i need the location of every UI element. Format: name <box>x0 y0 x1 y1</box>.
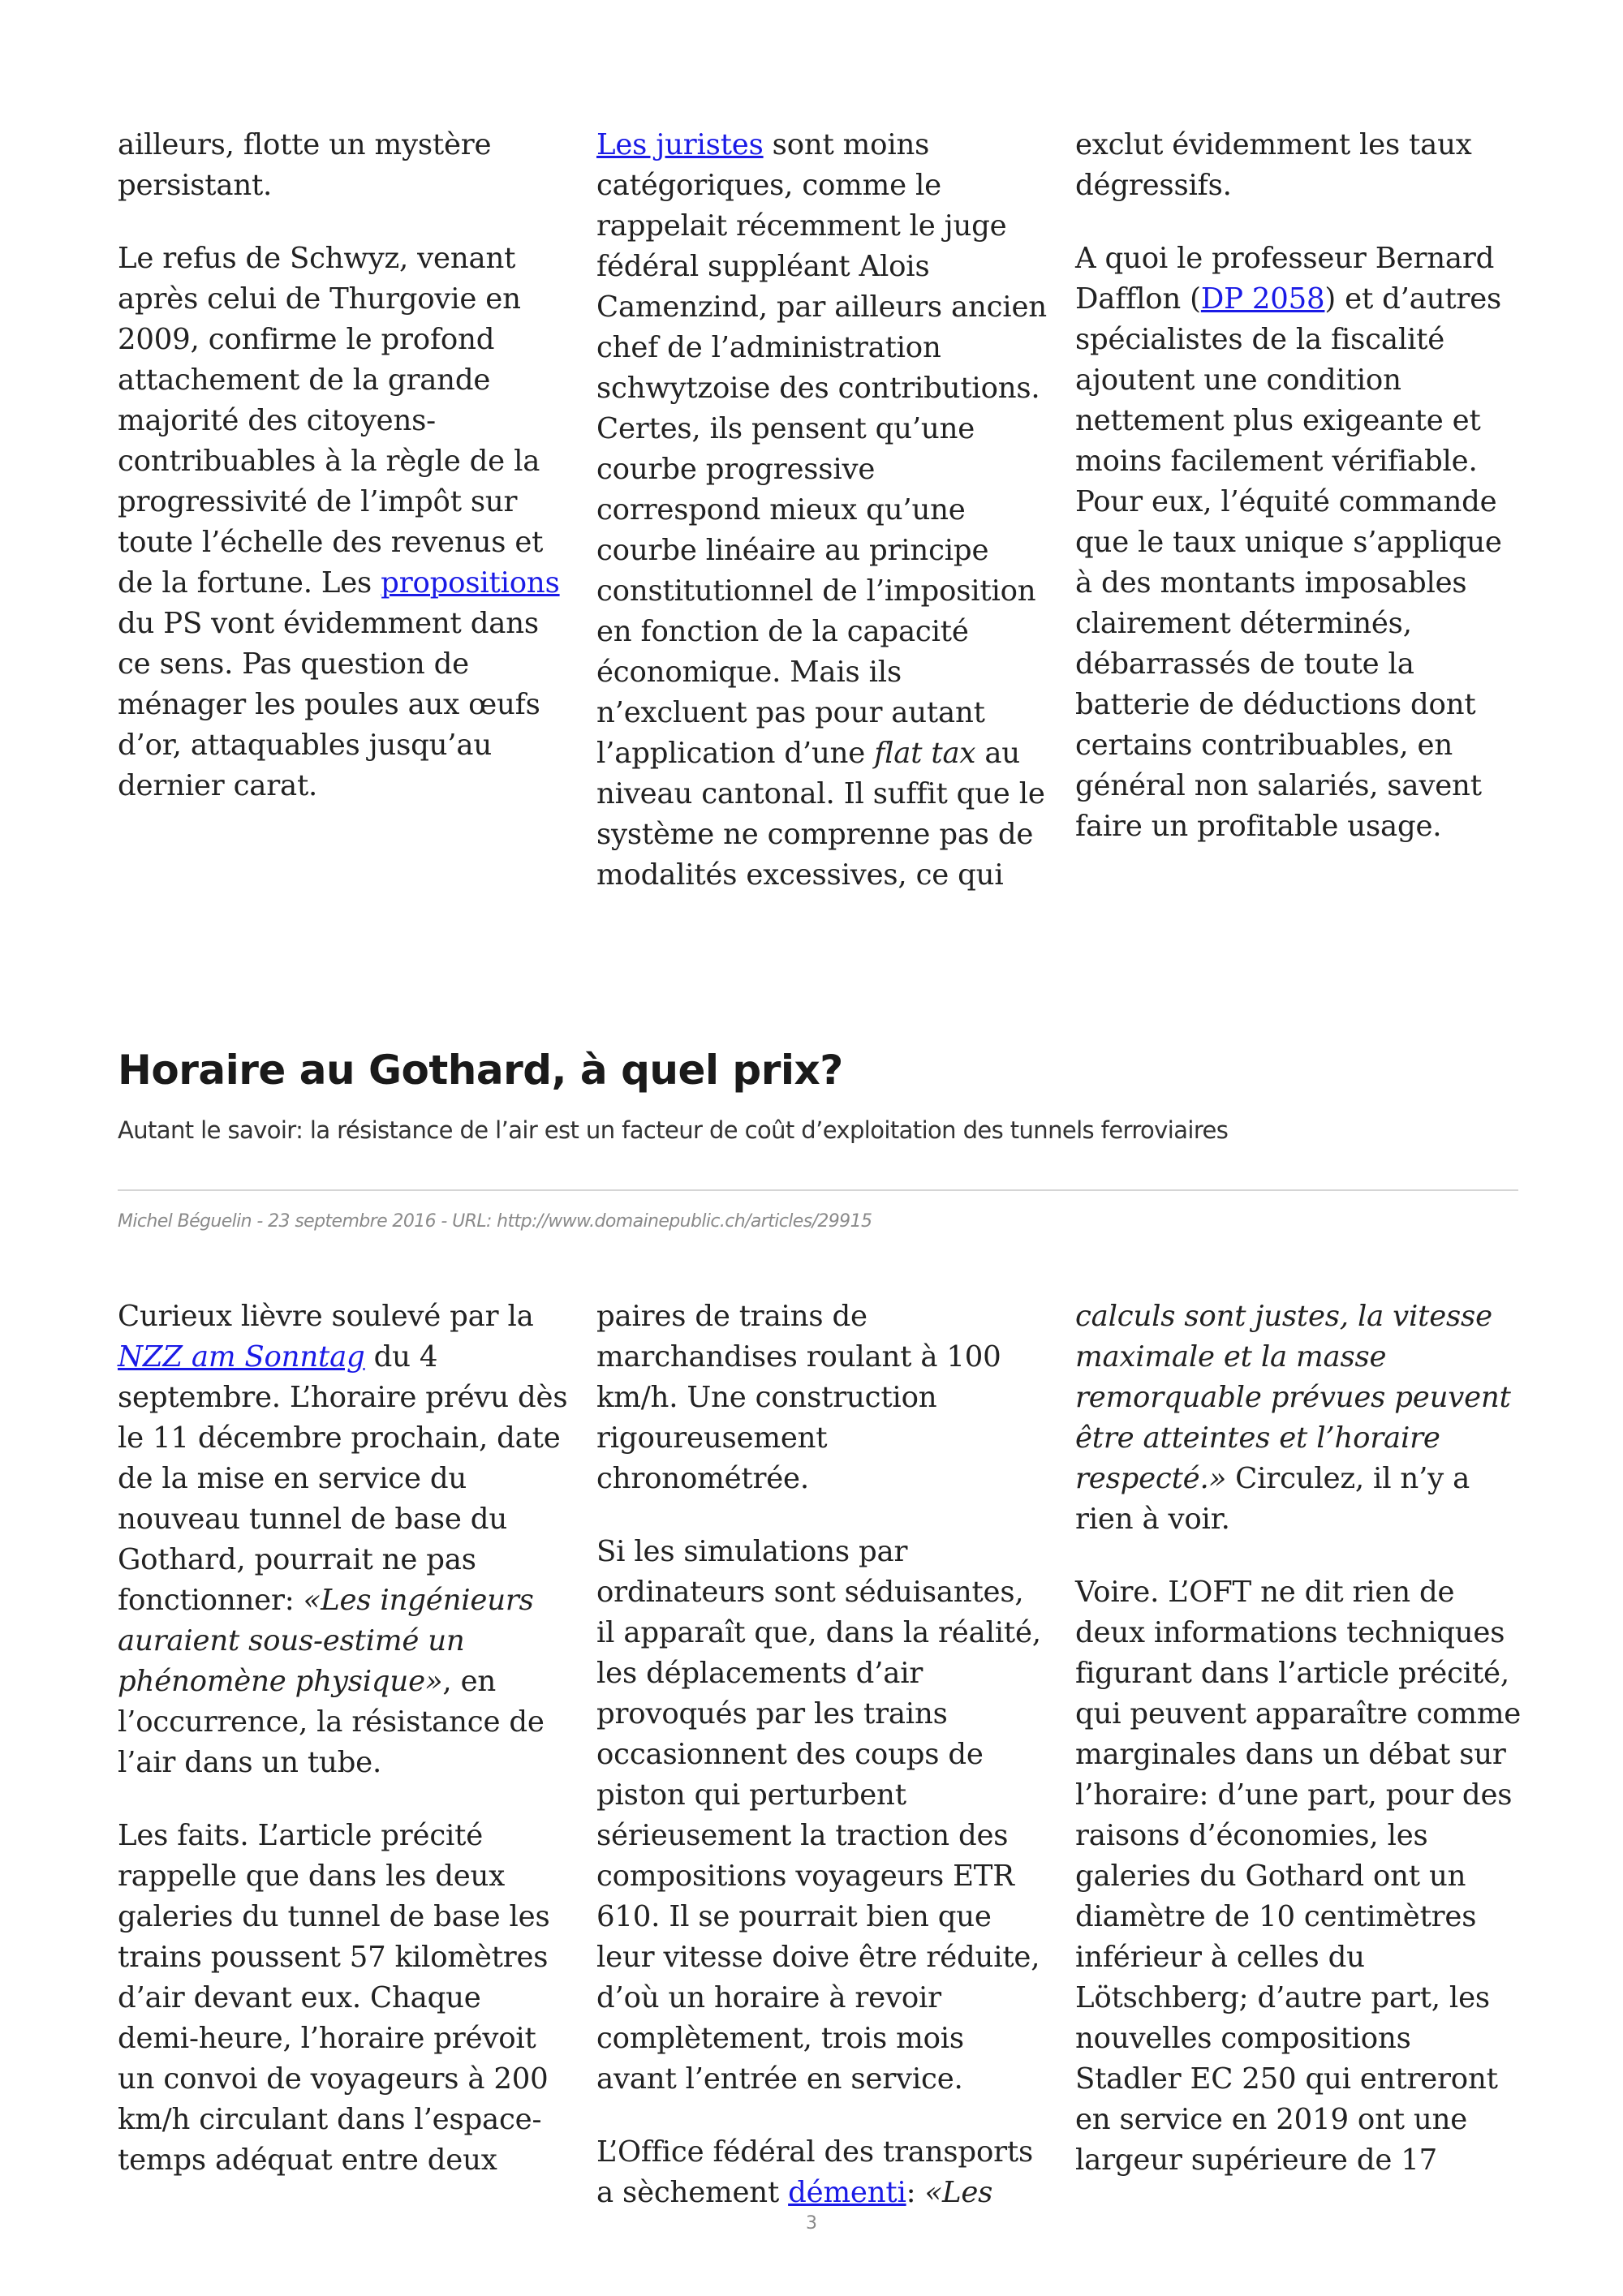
column-1-top <box>118 125 568 839</box>
paragraph: paires de trains de marchandises roulant à 100 km/h. Une construction rigoureusement chronométrée. <box>596 1300 1001 1495</box>
paragraph: L’Office fédéral des transports a sèchement démenti: «Les <box>596 2135 1033 2209</box>
paragraph: Les juristes sont moins catégoriques, comme le rappelait récemment le juge fédéral suppléant Alois Camenzind, par ailleurs ancien chef de l’administration schwytzoise des contributions. Certes, ils pensent qu’une courbe progressive correspond mieux qu’une courbe linéaire au principe constitutionnel de l’imposition en fonction de la capacité économique. Mais ils n’excluent pas pour autant l’application d’une flat tax au niveau cantonal. Il suffit que le système ne comprenne pas de modalités excessives, ce qui <box>596 128 1047 892</box>
column-3-article <box>1075 1296 1526 2213</box>
propositions-link[interactable]: propositions <box>381 566 560 600</box>
page-number: 3 <box>806 2213 817 2234</box>
article-subtitle: Autant le savoir: la résistance de l’air est un facteur de coût d’exploitation des tunnels ferroviaires <box>118 1116 1229 1144</box>
paragraph: calculs sont justes, la vitesse maximale et la masse remorquable prévues peuvent être atteintes et l’horaire respecté.» Circulez, il n’y a rien à voir. <box>1075 1300 1511 1536</box>
article-byline: Michel Béguelin - 23 septembre 2016 - URL: http://www.domainepublic.ch/articles/29915 <box>118 1211 872 1232</box>
column-3-top <box>1075 125 1526 879</box>
column-2-article <box>596 1296 1047 2246</box>
paragraph: A quoi le professeur Bernard Dafflon (DP 2058) et d’autres spécialistes de la fiscalité ajoutent une condition nettement plus exigeante et moins facilement vérifiable. Pour eux, l’équité commande que le taux unique s’applique à des montants imposables clairement déterminés, débarrassés de toute la batterie de déductions dont certains contribuables, en général non salariés, savent faire un profitable usage. <box>1075 242 1502 843</box>
paragraph: Les faits. L’article précité rappelle que dans les deux galeries du tunnel de base les trains poussent 57 kilomètres d’air devant eux. Chaque demi-heure, l’horaire prévoit un convoi de voyageurs à 200 km/h circulant dans l’espace-temps adéquat entre deux <box>118 1819 550 2177</box>
paragraph: Voire. L’OFT ne dit rien de deux informations techniques figurant dans l’article précité, qui peuvent apparaître comme marginales dans un débat sur l’horaire: d’une part, pour des raisons d’économies, les galeries du Gothard ont un diamètre de 10 centimètres inférieur à celles du Lötschberg; d’autre part, les nouvelles compositions Stadler EC 250 qui entreront en service en 2019 ont une largeur supérieure de 17 <box>1075 1576 1522 2177</box>
dp-2058-link[interactable]: DP 2058 <box>1200 282 1325 316</box>
paragraph: Si les simulations par ordinateurs sont séduisantes, il apparaît que, dans la réalité, les déplacements d’air provoqués par les trains occasionnent des coups de piston qui perturbent sérieusement la traction des compositions voyageurs ETR 610. Il se pourrait bien que leur vitesse doive être réduite, d’où un horaire à revoir complètement, trois mois avant l’entrée en service. <box>596 1535 1041 2096</box>
paragraph: exclut évidemment les taux dégressifs. <box>1075 128 1472 202</box>
article-title: Horaire au Gothard, à quel prix? <box>118 1047 843 1094</box>
dementi-link[interactable]: démenti <box>788 2176 906 2209</box>
divider <box>118 1189 1518 1191</box>
paragraph: Le refus de Schwyz, venant après celui de Thurgovie en 2009, confirme le profond attachement de la grande majorité des citoyens-contribuables à la règle de la progressivité de l’impôt sur toute l’échelle des revenus et de la fortune. Les propositions du PS vont évidemment dans ce sens. Pas question de ménager les poules aux œufs d’or, attaquables jusqu’au dernier carat. <box>118 242 560 802</box>
column-1-article <box>118 1296 568 2213</box>
paragraph: ailleurs, flotte un mystère persistant. <box>118 128 492 202</box>
nzz-link[interactable]: NZZ am Sonntag <box>118 1340 365 1374</box>
column-2-top <box>596 125 1047 928</box>
paragraph: Curieux lièvre soulevé par la NZZ am Sonntag du 4 septembre. L’horaire prévu dès le 11 décembre prochain, date de la mise en service du nouveau tunnel de base du Gothard, pourrait ne pas fonctionner: «Les ingénieurs auraient sous-estimé un phénomène physique», en l’occurrence, la résistance de l’air dans un tube. <box>118 1300 568 1779</box>
les-juristes-link[interactable]: Les juristes <box>596 128 764 161</box>
